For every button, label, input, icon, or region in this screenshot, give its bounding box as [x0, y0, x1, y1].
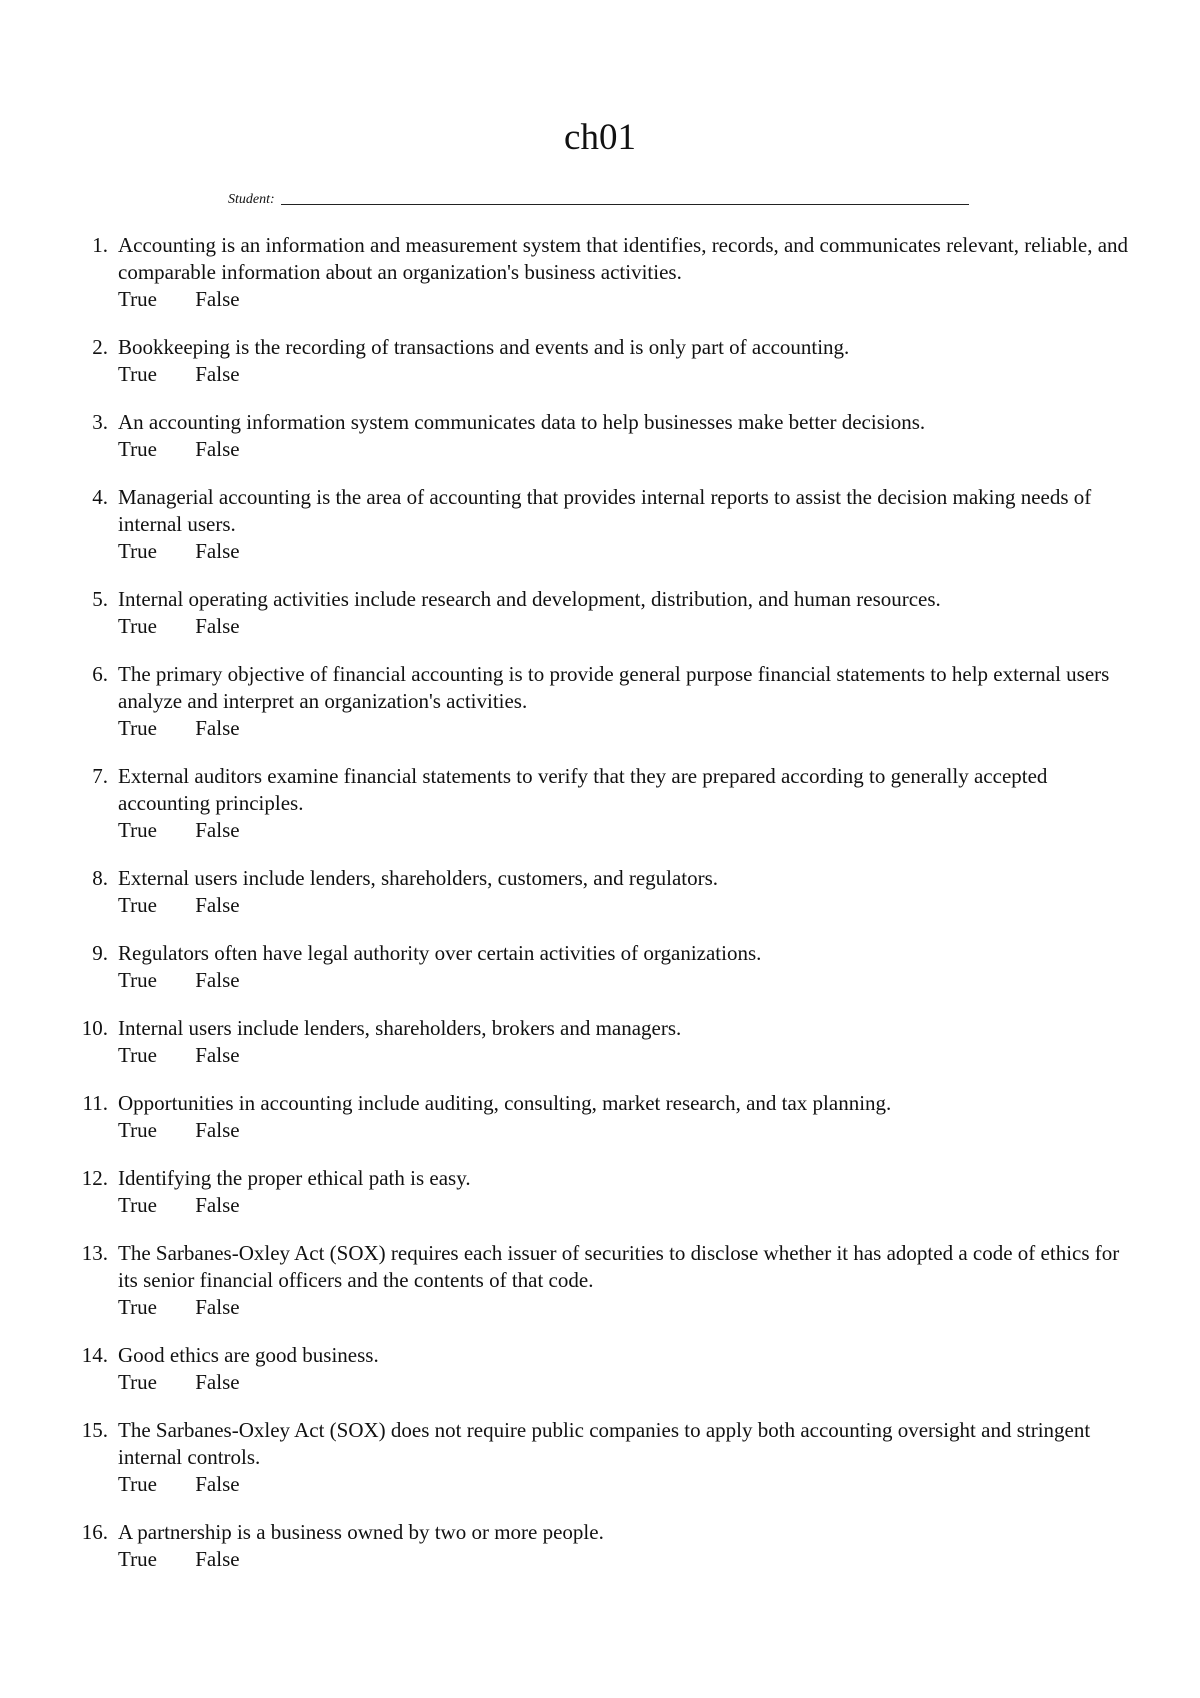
question-body: [118, 865, 1140, 919]
question-body: [118, 940, 1140, 994]
answer-options: [118, 967, 1140, 994]
question-item: [60, 1342, 1140, 1396]
question-number: 12.: [81, 1166, 108, 1190]
question-text: External auditors examine financial statements to verify that they are prepared according to generally accepted accounting principles.: [118, 764, 1048, 815]
question-text: Bookkeeping is the recording of transactions and events and is only part of accounting.: [118, 335, 850, 359]
option-true: True: [118, 1370, 157, 1394]
answer-options: [118, 538, 1140, 565]
option-false: False: [195, 1370, 240, 1394]
question-item: [60, 334, 1140, 388]
student-name-blank: [281, 203, 969, 205]
question-body: [118, 1015, 1140, 1069]
question-number: 14.: [81, 1343, 108, 1367]
question-item: [60, 586, 1140, 640]
option-true: True: [118, 287, 157, 311]
question-body: [118, 763, 1140, 844]
question-number: 15.: [81, 1418, 108, 1442]
option-true: True: [118, 362, 157, 386]
question-item: [60, 409, 1140, 463]
question-item: [60, 1417, 1140, 1498]
question-item: [60, 1240, 1140, 1321]
answer-options: [118, 436, 1140, 463]
answer-options: [118, 361, 1140, 388]
question-item: [60, 940, 1140, 994]
option-true: True: [118, 1547, 157, 1571]
option-false: False: [195, 614, 240, 638]
question-number: 1.: [92, 233, 108, 257]
question-number: 3.: [92, 410, 108, 434]
question-body: [118, 232, 1140, 313]
question-text: Internal users include lenders, shareholders, brokers and managers.: [118, 1016, 682, 1040]
option-true: True: [118, 614, 157, 638]
question-number: 2.: [92, 335, 108, 359]
question-text: Opportunities in accounting include auditing, consulting, market research, and tax planning.: [118, 1091, 892, 1115]
question-body: [118, 334, 1140, 388]
question-body: [118, 661, 1140, 742]
question-number: 7.: [92, 764, 108, 788]
option-false: False: [195, 1547, 240, 1571]
option-false: False: [195, 1118, 240, 1142]
question-number: 6.: [92, 662, 108, 686]
option-false: False: [195, 893, 240, 917]
answer-options: [118, 1192, 1140, 1219]
question-body: [118, 1090, 1140, 1144]
question-body: [118, 1165, 1140, 1219]
option-false: False: [195, 362, 240, 386]
option-true: True: [118, 437, 157, 461]
question-text: The Sarbanes-Oxley Act (SOX) does not require public companies to apply both accounting oversight and stringent internal controls.: [118, 1418, 1091, 1469]
option-false: False: [195, 1472, 240, 1496]
answer-options: [118, 817, 1140, 844]
answer-options: [118, 286, 1140, 313]
question-body: [118, 1342, 1140, 1396]
question-text: An accounting information system communicates data to help businesses make better decisions.: [118, 410, 926, 434]
answer-options: [118, 1369, 1140, 1396]
option-true: True: [118, 1193, 157, 1217]
question-body: [118, 1240, 1140, 1321]
question-number: 16.: [81, 1520, 108, 1544]
question-number: 8.: [92, 866, 108, 890]
question-text: Good ethics are good business.: [118, 1343, 379, 1367]
option-true: True: [118, 1295, 157, 1319]
question-number: 10.: [81, 1016, 108, 1040]
option-false: False: [195, 1295, 240, 1319]
option-false: False: [195, 1043, 240, 1067]
question-text: Accounting is an information and measurement system that identifies, records, and communicates relevant, reliable, and comparable information about an organization's business activities.: [118, 233, 1129, 284]
answer-options: [118, 1042, 1140, 1069]
option-true: True: [118, 818, 157, 842]
question-item: [60, 661, 1140, 742]
option-false: False: [195, 968, 240, 992]
question-number: 5.: [92, 587, 108, 611]
question-number: 11.: [82, 1091, 108, 1115]
question-body: [118, 586, 1140, 640]
question-text: A partnership is a business owned by two or more people.: [118, 1520, 604, 1544]
option-false: False: [195, 287, 240, 311]
answer-options: [118, 613, 1140, 640]
question-item: [60, 865, 1140, 919]
student-label: Student:: [228, 192, 275, 207]
option-true: True: [118, 893, 157, 917]
question-body: [118, 1519, 1140, 1573]
question-item: [60, 1165, 1140, 1219]
question-text: The Sarbanes-Oxley Act (SOX) requires each issuer of securities to disclose whether it has adopted a code of ethics for its senior financial officers and the contents of that code.: [118, 1241, 1120, 1292]
question-text: Internal operating activities include research and development, distribution, and human resources.: [118, 587, 941, 611]
answer-options: [118, 1546, 1140, 1573]
answer-options: [118, 1117, 1140, 1144]
question-item: [60, 232, 1140, 313]
answer-options: [118, 1294, 1140, 1321]
page-title: ch01: [564, 117, 636, 158]
option-false: False: [195, 716, 240, 740]
question-body: [118, 1417, 1140, 1498]
question-number: 4.: [92, 485, 108, 509]
option-true: True: [118, 968, 157, 992]
option-true: True: [118, 539, 157, 563]
question-text: External users include lenders, shareholders, customers, and regulators.: [118, 866, 719, 890]
question-number: 13.: [81, 1241, 108, 1265]
option-true: True: [118, 1472, 157, 1496]
question-text: Identifying the proper ethical path is easy.: [118, 1166, 471, 1190]
question-item: [60, 484, 1140, 565]
question-item: [60, 1519, 1140, 1573]
question-item: [60, 1090, 1140, 1144]
option-false: False: [195, 1193, 240, 1217]
question-text: Regulators often have legal authority over certain activities of organizations.: [118, 941, 762, 965]
option-true: True: [118, 1043, 157, 1067]
question-text: The primary objective of financial accounting is to provide general purpose financial statements to help external users analyze and interpret an organization's activities.: [118, 662, 1110, 713]
question-text: Managerial accounting is the area of accounting that provides internal reports to assist the decision making needs of internal users.: [118, 485, 1092, 536]
question-item: [60, 763, 1140, 844]
option-false: False: [195, 437, 240, 461]
answer-options: [118, 715, 1140, 742]
question-number: 9.: [92, 941, 108, 965]
student-name-line: [228, 186, 969, 208]
option-true: True: [118, 716, 157, 740]
question-body: [118, 484, 1140, 565]
question-list: [60, 232, 1140, 1594]
option-false: False: [195, 539, 240, 563]
option-true: True: [118, 1118, 157, 1142]
answer-options: [118, 1471, 1140, 1498]
option-false: False: [195, 818, 240, 842]
question-item: [60, 1015, 1140, 1069]
answer-options: [118, 892, 1140, 919]
question-body: [118, 409, 1140, 463]
